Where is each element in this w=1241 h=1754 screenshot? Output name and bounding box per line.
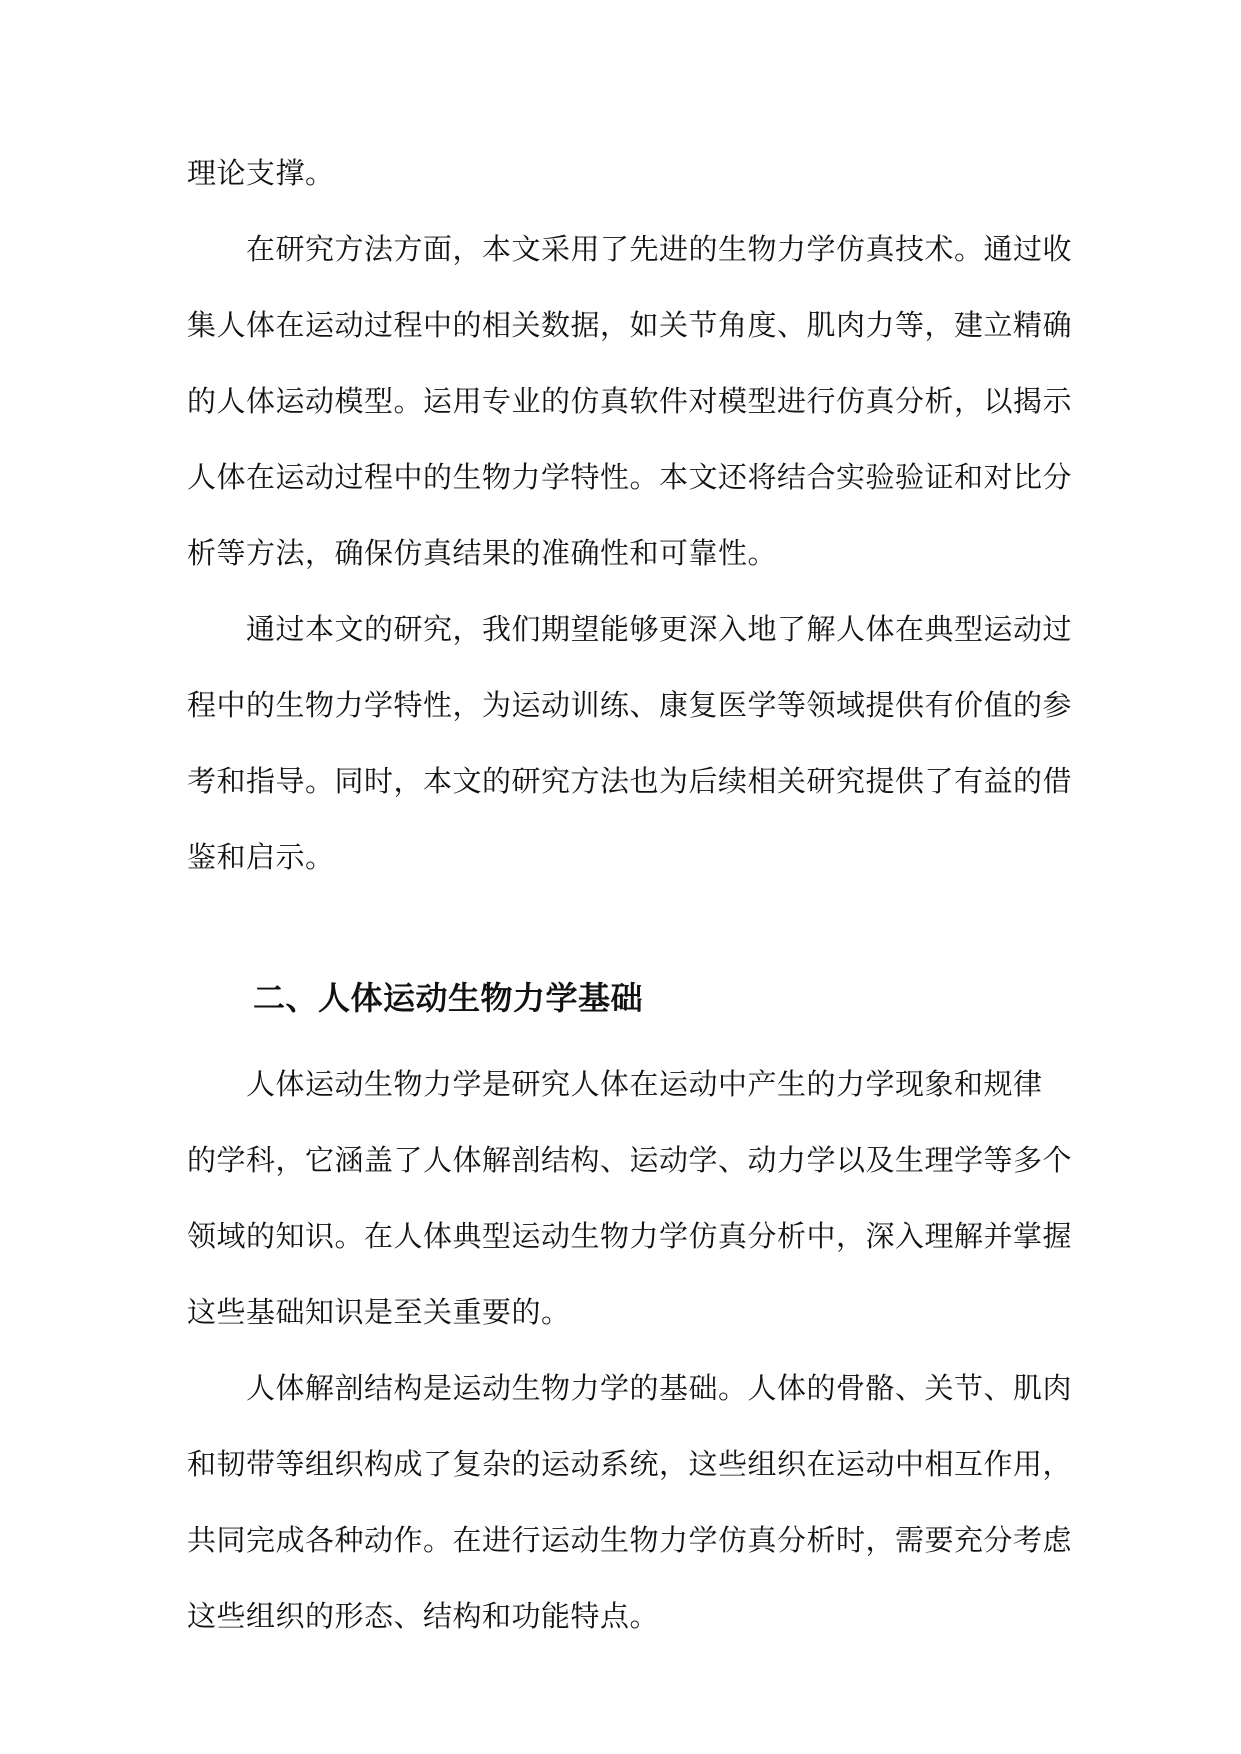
text-line: 人体解剖结构是运动生物力学的基础。人体的骨骼、关节、肌肉 [246, 1371, 1073, 1405]
paragraph-research-method [187, 224, 1073, 604]
paragraph-continuation [187, 148, 1057, 224]
text-line: 程中的生物力学特性，为运动训练、康复医学等领域提供有价值的参 [187, 688, 1073, 722]
section-heading: 二、人体运动生物力学基础 [253, 979, 644, 1017]
text-line: 通过本文的研究，我们期望能够更深入地了解人体在典型运动过 [246, 612, 1073, 646]
text-line: 人体在运动过程中的生物力学特性。本文还将结合实验验证和对比分 [187, 460, 1073, 494]
text-line: 集人体在运动过程中的相关数据，如关节角度、肌肉力等，建立精确 [187, 308, 1073, 342]
text-column [187, 148, 1073, 1667]
text-line: 考和指导。同时，本文的研究方法也为后续相关研究提供了有益的借 [187, 764, 1073, 798]
text-line: 理论支撑。 [187, 156, 335, 190]
text-line: 和韧带等组织构成了复杂的运动系统，这些组织在运动中相互作用， [187, 1447, 1073, 1481]
paragraph-expectation [187, 604, 1073, 908]
paragraph-anatomy [187, 1363, 1073, 1667]
text-line: 的人体运动模型。运用专业的仿真软件对模型进行仿真分析，以揭示 [187, 384, 1073, 418]
text-line: 析等方法，确保仿真结果的准确性和可靠性。 [187, 536, 778, 570]
text-line: 共同完成各种动作。在进行运动生物力学仿真分析时，需要充分考虑 [187, 1523, 1073, 1557]
text-line: 领域的知识。在人体典型运动生物力学仿真分析中，深入理解并掌握 [187, 1219, 1073, 1253]
paragraph-biomechanics-intro [187, 1059, 1073, 1363]
text-line: 这些基础知识是至关重要的。 [187, 1295, 571, 1329]
text-line: 鉴和启示。 [187, 840, 335, 874]
text-line: 在研究方法方面，本文采用了先进的生物力学仿真技术。通过收 [246, 232, 1073, 266]
text-line: 的学科，它涵盖了人体解剖结构、运动学、动力学以及生理学等多个 [187, 1143, 1073, 1177]
text-line: 这些组织的形态、结构和功能特点。 [187, 1599, 660, 1633]
text-line: 人体运动生物力学是研究人体在运动中产生的力学现象和规律 [246, 1067, 1043, 1101]
